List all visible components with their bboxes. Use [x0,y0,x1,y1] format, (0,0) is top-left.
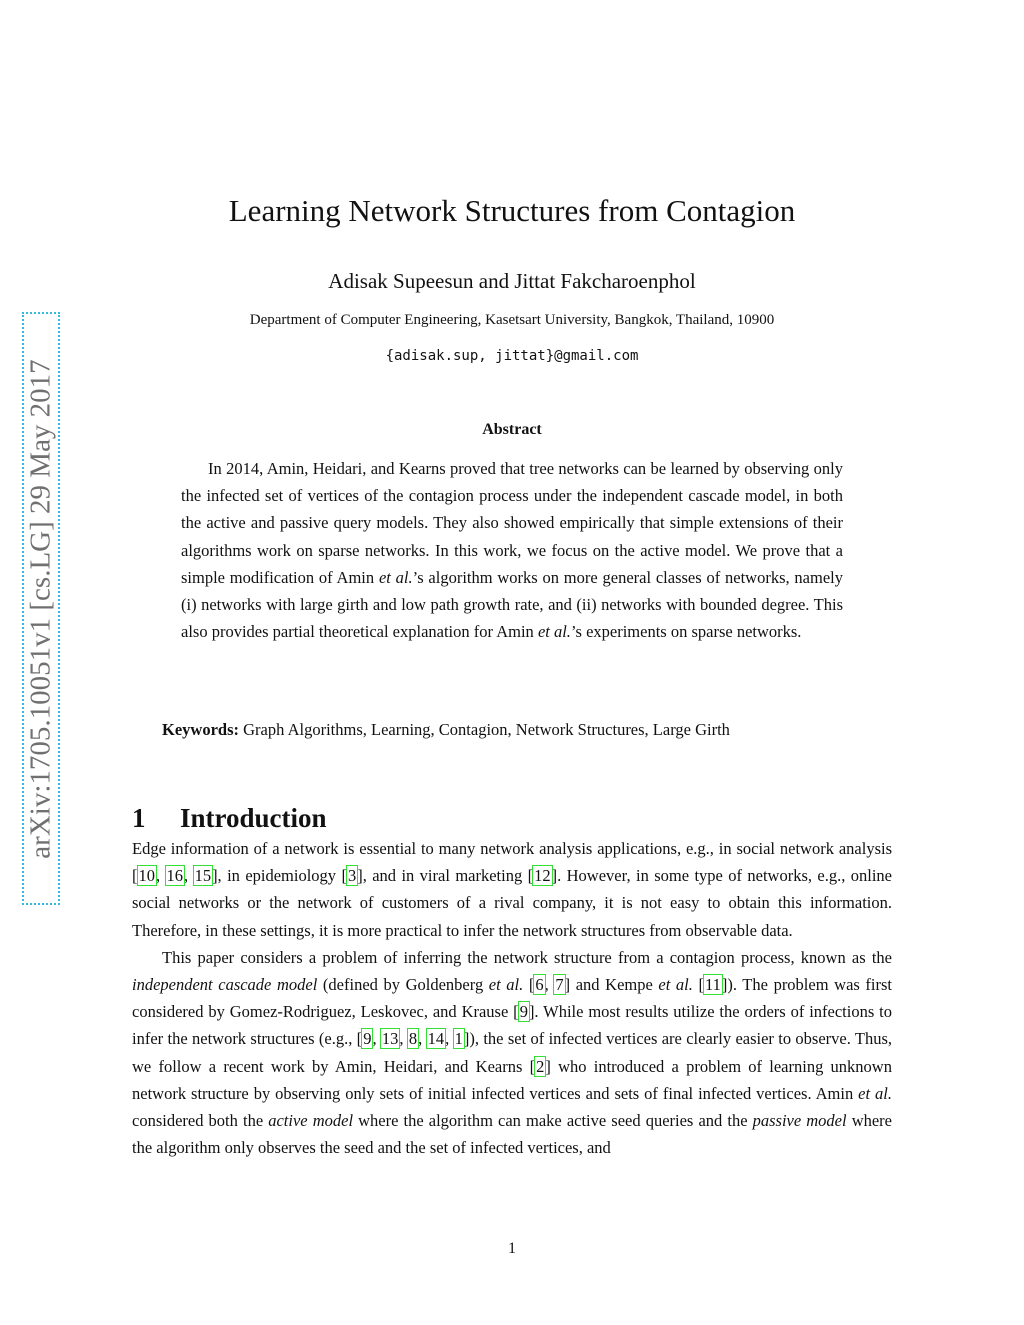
intro-text: ]), the set of infected vertices are clearly easier to observe. Thus, we follow a recent work by Amin, Heidari, and Kearns [ [132,1029,893,1076]
intro-text: ], and in viral marketing [ [357,866,534,886]
citation-link[interactable]: 8 [408,1029,418,1049]
intro-text: Edge information of a network is essential to many network analysis applications, e.g., in social network analysis [ [132,839,892,886]
intro-emphasis: passive model [752,1111,847,1131]
intro-text: , [445,1029,454,1049]
intro-emphasis: active model [268,1111,354,1131]
citation-link[interactable]: 15 [194,866,212,886]
page-number: 1 [508,1240,516,1257]
abstract-heading: Abstract [482,421,542,438]
citation-link[interactable]: 16 [166,866,184,886]
intro-text: ]). The problem was first considered by Gomez-Rodriguez, Leskovec, and Krause [ [132,975,893,1022]
intro-text: considered both the [132,1111,269,1131]
arxiv-stamp[interactable] [22,312,60,905]
citation-link[interactable]: 11 [705,975,721,995]
intro-text: ]. However, in some type of networks, e.g., online social networks or the network of customers of a rival company, it is not easy to obtain this information. Therefore, in these settings, it is more practical to infer the network structures from observable data. [132,866,893,940]
citation-link[interactable]: 12 [534,866,551,886]
abstract-body [181,455,843,645]
intro-text: where the algorithm only observes the seed and the set of infected vertices, and [132,1111,893,1158]
citation-link[interactable]: 9 [519,1002,528,1022]
abstract-et-al: et al. [378,567,413,587]
citation-link[interactable]: 7 [555,975,564,995]
intro-text: , [418,1029,427,1049]
keywords-text: Graph Algorithms, Learning, Contagion, Network Structures, Large Girth [243,720,730,739]
intro-text: (defined by Goldenberg [317,975,489,995]
intro-text: ] who introduced a problem of learning unknown network structure by observing only sets of initial infected vertices and sets of final infected vertices. Amin [132,1056,892,1103]
intro-text: where the algorithm can make active seed queries and the [353,1111,753,1131]
authors: Adisak Supeesun and Jittat Fakcharoenphol [328,269,696,293]
intro-et-al: et al. [488,975,524,995]
affiliation: Department of Computer Engineering, Kasetsart University, Bangkok, Thailand, 10900 [249,312,775,328]
intro-et-al: et al. [858,1083,892,1103]
intro-text: , [184,866,194,886]
section-number: 1 [132,803,146,834]
citation-link[interactable]: 13 [381,1029,399,1049]
intro-et-al: et al. [658,975,693,995]
intro-text: ] and Kempe [564,975,659,995]
keywords-label: Keywords: [162,720,239,739]
intro-paragraph-1 [132,835,892,944]
intro-text: This paper considers a problem of inferring the network structure from a contagion process, known as the [162,947,892,967]
abstract-text: ’s experiments on sparse networks. [570,622,802,642]
intro-text: [ [523,975,535,995]
arxiv-stamp-text: arXiv:1705.10051v1 [cs.LG] 29 May 2017 [24,358,57,859]
keywords [162,720,882,740]
intro-text: , [156,866,166,886]
intro-emphasis: independent cascade model [132,975,318,995]
citation-link[interactable]: 2 [536,1056,545,1076]
section-heading-introduction [132,803,327,834]
citation-link[interactable]: 6 [535,975,544,995]
citation-link[interactable]: 10 [138,866,155,886]
intro-text: , [544,975,555,995]
abstract-text: ’s algorithm works on more general classes of networks, namely (i) networks with large girth and low path growth rate, and (ii) networks with bounded degree. This also provides partial theoretical explanation for Amin [181,567,843,642]
intro-text: [ [692,975,704,995]
intro-text: , [399,1029,408,1049]
intro-paragraph-2 [132,944,892,1162]
abstract-text: In 2014, Amin, Heidari, and Kearns proved that tree networks can be learned by observing only the infected set of vertices of the contagion process under the independent cascade model, in both the active and passive query models. They also showed empirically that simple extensions of their algorithms work on sparse networks. In this work, we focus on the active model. We prove that a simple modification of Amin [181,459,843,587]
introduction-body [132,835,892,1161]
intro-text: , [372,1029,381,1049]
abstract-et-al: et al. [537,622,571,642]
paper-title: Learning Network Structures from Contagion [228,193,796,228]
author-emails: {adisak.sup, jittat}@gmail.com [385,348,639,364]
intro-text: ]. While most results utilize the orders of infections to infer the network structures (e.g., [ [132,1002,892,1049]
citation-link[interactable]: 14 [427,1029,445,1049]
section-title: Introduction [180,803,327,834]
citation-link[interactable]: 3 [347,866,357,886]
citation-link[interactable]: 9 [363,1029,372,1049]
intro-text: ], in epidemiology [ [212,866,347,886]
citation-link[interactable]: 1 [454,1029,463,1049]
